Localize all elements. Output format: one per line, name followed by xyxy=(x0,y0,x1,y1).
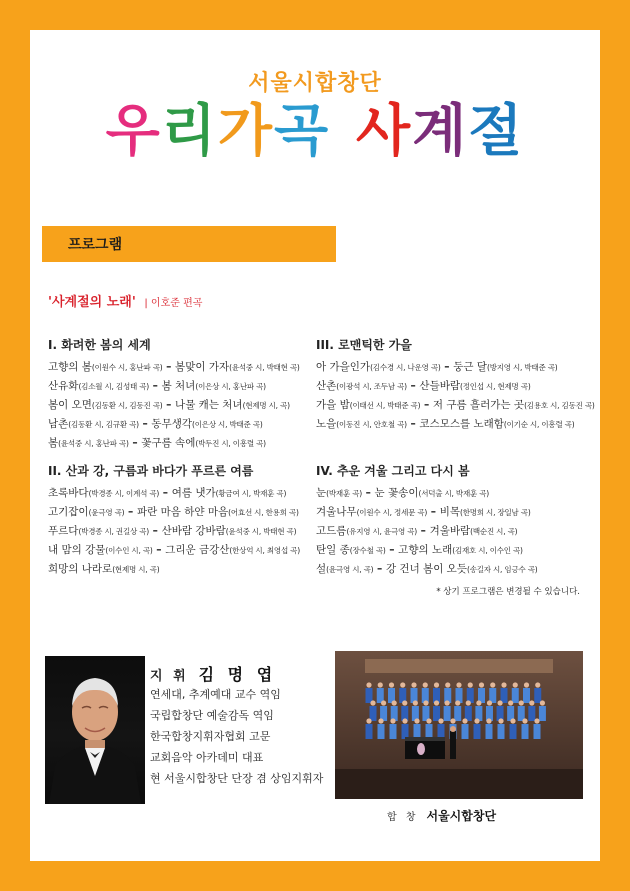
title-char: 계 xyxy=(412,99,469,164)
career-item: 현 서울시합창단 단장 겸 상임지휘자 xyxy=(150,772,324,785)
section-title: III. 로맨틱한 가을 xyxy=(316,338,412,352)
song-credit: (유지영 시, 윤극영 곡) xyxy=(346,527,417,536)
program-label: 프로그램 xyxy=(68,237,123,253)
song-title: 고향의 봄 xyxy=(48,361,92,373)
song-title: 초록바다 xyxy=(48,487,89,499)
section-title: II. 산과 강, 구름과 바다가 푸르른 여름 xyxy=(48,464,254,478)
conductor-name-line xyxy=(150,662,276,685)
song-title: 남촌 xyxy=(48,418,69,430)
song-credit: (서덕출 시, 박재훈 곡) xyxy=(418,489,490,498)
song-title: 그리운 금강산 xyxy=(165,544,230,556)
song-title: 설 xyxy=(316,563,327,575)
program-line: 고드름(유지영 시, 윤극영 곡) – 겨울바람(백순진 시, 곡) xyxy=(316,525,518,537)
song-credit: (한명희 시, 장일남 곡) xyxy=(460,508,531,517)
song-credit: (이기순 시, 이흥렬 곡) xyxy=(503,420,575,429)
song-credit: (김동환 시, 김동진 곡) xyxy=(91,401,163,410)
song-title: 산들바람 xyxy=(419,380,460,392)
song-title: 저 구름 흘러가는 곳 xyxy=(432,399,525,411)
section-spring xyxy=(48,336,300,453)
song-title: 산바람 강바람 xyxy=(161,525,226,537)
suite-arranger: | 이호준 편곡 xyxy=(144,298,203,309)
change-notice: * 상기 프로그램은 변경될 수 있습니다. xyxy=(436,587,580,597)
song-title: 희망의 나라로 xyxy=(48,563,113,575)
choir-photo xyxy=(335,651,583,799)
program-sheet xyxy=(30,30,600,861)
program-line: 노을(이동진 시, 안호철 곡) – 코스모스를 노래함(이기순 시, 이흥렬 곡) xyxy=(316,418,575,430)
career-item: 한국합창지휘자협회 고문 xyxy=(150,730,271,743)
song-credit: (백순진 시, 곡) xyxy=(470,527,518,536)
song-credit: (박두진 시, 이흥렬 곡) xyxy=(195,439,266,448)
song-title: 푸르다 xyxy=(48,525,79,537)
conductor-photo xyxy=(45,656,145,804)
song-credit: (송길자 시, 임긍수 곡) xyxy=(466,565,538,574)
program-line: 가을 밤(이태선 시, 박태준 곡) – 저 구름 흘러가는 곳(김용호 시, 김동진 곡) xyxy=(316,399,595,411)
conductor-role: 지 휘 xyxy=(150,669,189,684)
song-credit: (이원수 시, 홍난파 곡) xyxy=(91,363,163,372)
song-credit: (이수인 시, 곡) xyxy=(105,546,153,555)
song-credit: (이원수 시, 정세문 곡) xyxy=(356,508,428,517)
conductor-career xyxy=(150,684,323,789)
song-title: 내 맘의 강물 xyxy=(48,544,106,556)
song-credit: (어효선 시, 한용희 곡) xyxy=(228,508,299,517)
career-item: 연세대, 추계예대 교수 역임 xyxy=(150,688,281,701)
song-credit: (김동환 시, 김규환 곡) xyxy=(68,420,139,429)
song-title: 파란 마음 하얀 마음 xyxy=(136,506,229,518)
song-credit: (박재훈 곡) xyxy=(326,489,362,498)
song-credit: (현제명 시, 곡) xyxy=(112,565,160,574)
song-credit: (윤극영 곡) xyxy=(88,508,125,517)
song-title: 노을 xyxy=(316,418,337,430)
song-title: 나물 캐는 처녀 xyxy=(175,399,243,411)
section-winter xyxy=(316,462,538,579)
program-line xyxy=(48,560,300,579)
section-summer xyxy=(48,462,300,579)
song-credit: (윤석중 시, 홍난파 곡) xyxy=(58,439,129,448)
song-title: 눈 꽃송이 xyxy=(374,487,419,499)
title-char: 사 xyxy=(356,99,413,164)
song-credit: (박경종 시, 권길상 곡) xyxy=(78,527,149,536)
song-title: 봄맞이 가자 xyxy=(175,361,230,373)
choir-credit-name: 서울시합창단 xyxy=(426,809,497,823)
program-line: 내 맘의 강물(이수인 시, 곡) – 그리운 금강산(한상억 시, 최영섭 곡) xyxy=(48,544,300,556)
suite-title xyxy=(48,291,202,310)
song-title: 코스모스를 노래함 xyxy=(419,418,504,430)
song-credit: (이은상 시, 박태준 곡) xyxy=(192,420,263,429)
song-credit: (이광석 시, 조두남 곡) xyxy=(336,382,407,391)
concert-title xyxy=(30,100,600,164)
title-char: 우 xyxy=(105,99,162,164)
program-line: 푸르다(박경종 시, 권길상 곡) – 산바람 강바람(윤석중 시, 박태현 곡) xyxy=(48,525,297,537)
suite-name: '사계절의 노래' xyxy=(48,295,136,310)
conductor-name: 김 명 엽 xyxy=(198,665,277,684)
song-title: 둥근 달 xyxy=(453,361,487,373)
program-line: 고향의 봄(이원수 시, 홍난파 곡) – 봄맞이 가자(윤석중 시, 박태현 곡) xyxy=(48,361,300,373)
program-line: 탄일 종(장수철 곡) – 고향의 노래(김재호 시, 이수인 곡) xyxy=(316,544,523,556)
section-autumn xyxy=(316,336,595,434)
song-credit: (방지영 시, 박태준 곡) xyxy=(486,363,558,372)
song-credit: (장수철 곡) xyxy=(349,546,386,555)
song-credit: (김소월 시, 김성태 곡) xyxy=(78,382,149,391)
song-credit: (박경종 시, 이계석 곡) xyxy=(88,489,160,498)
song-credit: (정인섭 시, 현제명 곡) xyxy=(460,382,531,391)
program-line: 아 가을인가(김수경 시, 나운영 곡) – 둥근 달(방지영 시, 박태준 곡) xyxy=(316,361,558,373)
program-line: 눈(박재훈 곡) – 눈 꽃송이(서덕출 시, 박재훈 곡) xyxy=(316,487,490,499)
career-item: 국립합창단 예술감독 역임 xyxy=(150,709,274,722)
title-char: 가 xyxy=(217,99,274,164)
song-credit: (김재호 시, 이수인 곡) xyxy=(452,546,523,555)
choir-role: 합 창 xyxy=(387,812,419,823)
program-line: 설(윤극영 시, 곡) – 강 건너 봄이 오듯(송길자 시, 임긍수 곡) xyxy=(316,563,538,575)
program-line: 봄(윤석중 시, 홍난파 곡) – 꽃구름 속에(박두진 시, 이흥렬 곡) xyxy=(48,437,266,449)
song-title: 강 건너 봄이 오듯 xyxy=(385,563,467,575)
song-title: 봄 처녀 xyxy=(161,380,196,392)
program-line: 초록바다(박경종 시, 이계석 곡) – 여름 냇가(황금여 시, 박재훈 곡) xyxy=(48,487,287,499)
program-line: 남촌(김동환 시, 김규환 곡) – 동무생각(이은상 시, 박태준 곡) xyxy=(48,418,263,430)
song-credit: (한상억 시, 최영섭 곡) xyxy=(229,546,300,555)
title-char: 리 xyxy=(161,99,218,164)
song-credit: (이태선 시, 박태준 곡) xyxy=(349,401,421,410)
song-title: 비목 xyxy=(439,506,460,518)
song-credit: (이동진 시, 안호철 곡) xyxy=(336,420,407,429)
title-char: 절 xyxy=(468,99,525,164)
song-title: 가을 밤 xyxy=(316,399,350,411)
program-line: 고기잡이(윤극영 곡) – 파란 마음 하얀 마음(어효선 시, 한용희 곡) xyxy=(48,506,299,518)
song-title: 탄일 종 xyxy=(316,544,350,556)
song-credit: (황금여 시, 박재훈 곡) xyxy=(215,489,287,498)
song-title: 봄 xyxy=(48,437,59,449)
song-title: 아 가을인가 xyxy=(316,361,371,373)
program-line: 산촌(이광석 시, 조두남 곡) – 산들바람(정인섭 시, 현제명 곡) xyxy=(316,380,531,392)
song-credit: (이은상 시, 홍난파 곡) xyxy=(195,382,266,391)
song-credit: (윤석중 시, 박태현 곡) xyxy=(229,363,300,372)
song-title: 산촌 xyxy=(316,380,337,392)
song-credit: (김용호 시, 김동진 곡) xyxy=(524,401,595,410)
song-title: 고드름 xyxy=(316,525,347,537)
song-credit: (현제명 시, 곡) xyxy=(242,401,290,410)
song-title: 꽃구름 속에 xyxy=(141,437,196,449)
section-title: I. 화려한 봄의 세계 xyxy=(48,338,151,352)
song-title: 고기잡이 xyxy=(48,506,89,518)
song-title: 겨울바람 xyxy=(429,525,471,537)
song-title: 동무생각 xyxy=(151,418,192,430)
choir-name-heading: 서울시합창단 xyxy=(248,71,382,96)
song-title: 눈 xyxy=(316,487,327,499)
title-char: 곡 xyxy=(273,99,331,164)
program-line: 산유화(김소월 시, 김성태 곡) – 봄 처녀(이은상 시, 홍난파 곡) xyxy=(48,380,266,392)
program-line: 봄이 오면(김동환 시, 김동진 곡) – 나물 캐는 처녀(현제명 시, 곡) xyxy=(48,399,290,411)
song-title: 산유화 xyxy=(48,380,79,392)
song-credit: (윤석중 시, 박태현 곡) xyxy=(225,527,297,536)
song-title: 봄이 오면 xyxy=(48,399,92,411)
career-item: 교회음악 아카데미 대표 xyxy=(150,751,264,764)
song-credit: (김수경 시, 나운영 곡) xyxy=(370,363,441,372)
song-credit: (윤극영 시, 곡) xyxy=(326,565,374,574)
program-line: 겨울나무(이원수 시, 정세문 곡) – 비목(한명희 시, 장일남 곡) xyxy=(316,506,531,518)
program-header-bar xyxy=(42,226,336,262)
song-title: 여름 냇가 xyxy=(171,487,216,499)
choir-credit xyxy=(387,807,496,824)
song-title: 고향의 노래 xyxy=(398,544,453,556)
song-title: 겨울나무 xyxy=(316,506,357,518)
section-title: IV. 추운 겨울 그리고 다시 봄 xyxy=(316,464,470,478)
